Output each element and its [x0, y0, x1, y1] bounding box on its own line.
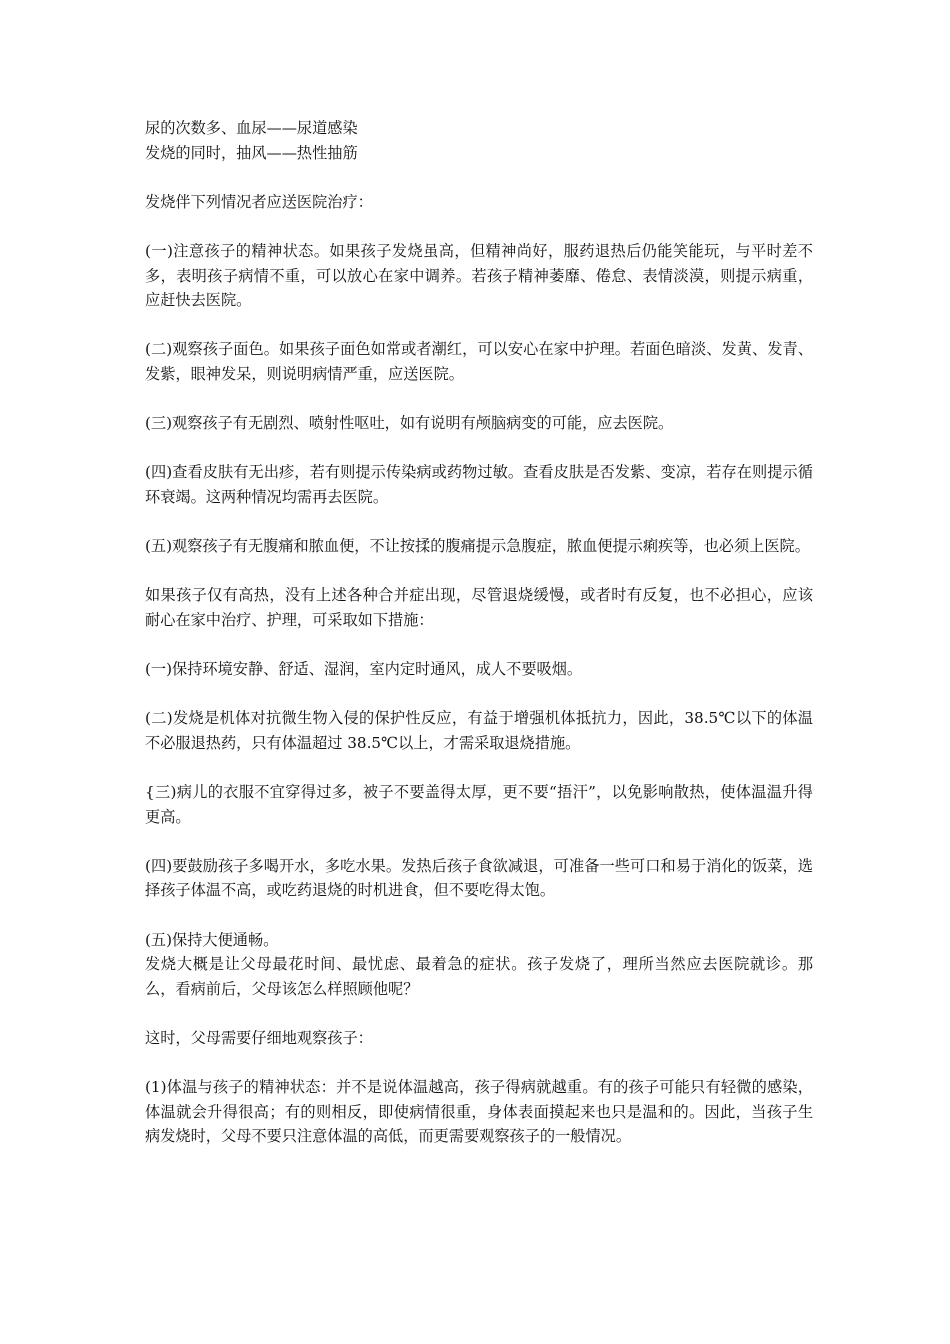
symptom-line: 发烧的同时，抽风——热性抽筋	[145, 143, 358, 162]
home-measure-1: (一)保持环境安静、舒适、湿润，室内定时通风，成人不要吸烟。	[145, 660, 583, 679]
home-care-intro: 如果孩子仅有高热，没有上述各种合并症出现，尽管退烧缓慢，或者时有反复，也不必担心，应该耐心在家中治疗、护理，可采取如下措施：	[145, 586, 813, 629]
hospital-sign-5: (五)观察孩子有无腹痛和脓血便，不让按揉的腹痛提示急腹症，脓血便提示痢疾等，也必须上医院。	[145, 537, 810, 556]
hospital-sign-3: (三)观察孩子有无剧烈、喷射性呕吐，如有说明有颅脑病变的可能，应去医院。	[145, 414, 674, 433]
parent-intro: 发烧大概是让父母最花时间、最忧虑、最着急的症状。孩子发烧了，理所当然应去医院就诊。那么，看病前后，父母该怎么样照顾他呢？	[145, 955, 813, 998]
document-page	[145, 116, 813, 1149]
home-measure-4: (四)要鼓励孩子多喝开水，多吃水果。发热后孩子食欲减退，可准备一些可口和易于消化的饭菜，选择孩子体温不高，或吃药退烧的时机进食，但不要吃得太饱。	[145, 856, 813, 900]
hospital-intro: 发烧伴下列情况者应送医院治疗：	[145, 192, 373, 211]
home-measure-2: (二)发烧是机体对抗微生物入侵的保护性反应，有益于增强机体抵抗力，因此，38.5℃以下的体温不必服退热药，只有体温超过 38.5℃以上，才需采取退烧措施。	[145, 709, 813, 752]
home-measure-3: {三)病儿的衣服不宜穿得过多，被子不要盖得太厚，更不要“捂汗”，以免影响散热，使体温温升得更高。	[145, 783, 813, 826]
hospital-sign-2: (二)观察孩子面色。如果孩子面色如常或者潮红，可以安心在家中护理。若面色暗淡、发黄、发青、发紫，眼神发呆，则说明病情严重，应送医院。	[145, 340, 813, 383]
observe-item-1: (1)体温与孩子的精神状态：并不是说体温越高，孩子得病就越重。有的孩子可能只有轻微的感染，体温就会升得很高；有的则相反，即使病情很重，身体表面摸起来也只是温和的。因此，当孩子生病发烧时，父母不要只注意体温的高低，而更需要观察孩子的一般情况。	[145, 1078, 813, 1146]
symptom-line: 尿的次数多、血尿——尿道感染	[145, 119, 358, 137]
hospital-sign-1: (一)注意孩子的精神状态。如果孩子发烧虽高，但精神尚好，服药退热后仍能笑能玩，与平时差不多，表明孩子病情不重，可以放心在家中调养。若孩子精神萎靡、倦怠、表情淡漠，则提示病重，应赶快去医院。	[145, 241, 813, 310]
hospital-sign-4: (四)查看皮肤有无出疹，若有则提示传染病或药物过敏。查看皮肤是否发紫、变凉，若存在则提示循环衰竭。这两种情况均需再去医院。	[145, 463, 813, 506]
home-measure-5: (五)保持大便通畅。	[145, 930, 279, 949]
observe-intro: 这时，父母需要仔细地观察孩子：	[145, 1028, 373, 1047]
